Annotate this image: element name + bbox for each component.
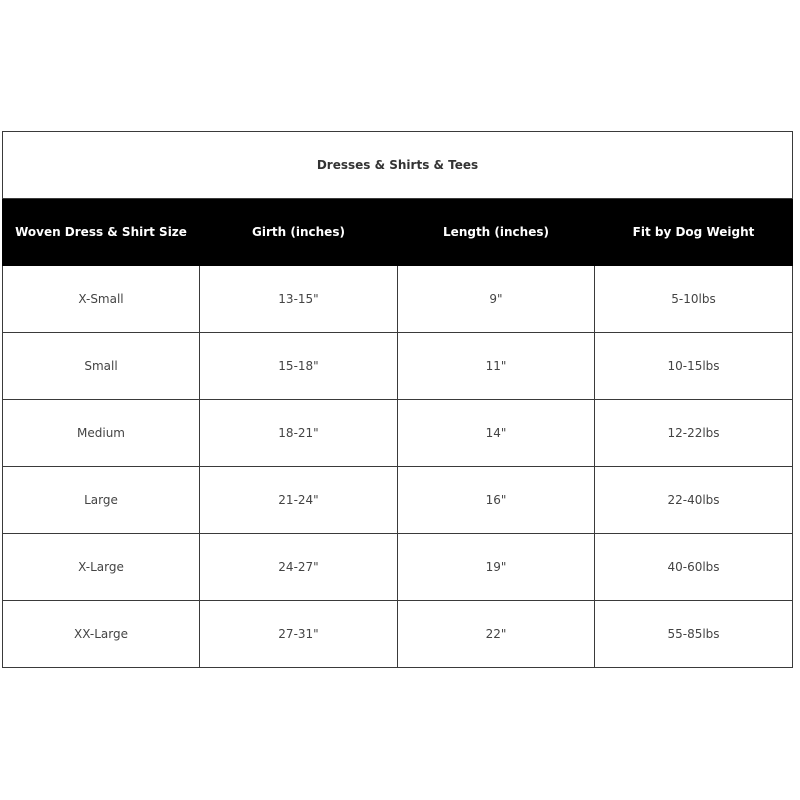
cell-length: 22" [398, 601, 595, 668]
cell-girth: 15-18" [200, 333, 398, 400]
table-row [3, 601, 793, 668]
cell-girth: 24-27" [200, 534, 398, 601]
table-row [3, 266, 793, 333]
cell-size: X-Large [3, 534, 200, 601]
size-chart-table [2, 131, 793, 668]
header-length: Length (inches) [398, 199, 595, 266]
cell-size: Medium [3, 400, 200, 467]
cell-girth: 13-15" [200, 266, 398, 333]
table-row [3, 534, 793, 601]
cell-weight: 22-40lbs [595, 467, 793, 534]
cell-length: 16" [398, 467, 595, 534]
table-row [3, 400, 793, 467]
cell-length: 9" [398, 266, 595, 333]
cell-length: 14" [398, 400, 595, 467]
cell-girth: 18-21" [200, 400, 398, 467]
cell-size: X-Small [3, 266, 200, 333]
cell-size: Small [3, 333, 200, 400]
cell-girth: 27-31" [200, 601, 398, 668]
cell-weight: 12-22lbs [595, 400, 793, 467]
header-size: Woven Dress & Shirt Size [3, 199, 200, 266]
title-row [3, 132, 793, 199]
cell-length: 19" [398, 534, 595, 601]
table-title: Dresses & Shirts & Tees [3, 132, 793, 199]
cell-weight: 55-85lbs [595, 601, 793, 668]
header-girth: Girth (inches) [200, 199, 398, 266]
cell-weight: 10-15lbs [595, 333, 793, 400]
cell-weight: 40-60lbs [595, 534, 793, 601]
cell-girth: 21-24" [200, 467, 398, 534]
table-row [3, 467, 793, 534]
cell-weight: 5-10lbs [595, 266, 793, 333]
header-weight: Fit by Dog Weight [595, 199, 793, 266]
header-row [3, 199, 793, 266]
cell-size: XX-Large [3, 601, 200, 668]
table-row [3, 333, 793, 400]
cell-size: Large [3, 467, 200, 534]
cell-length: 11" [398, 333, 595, 400]
